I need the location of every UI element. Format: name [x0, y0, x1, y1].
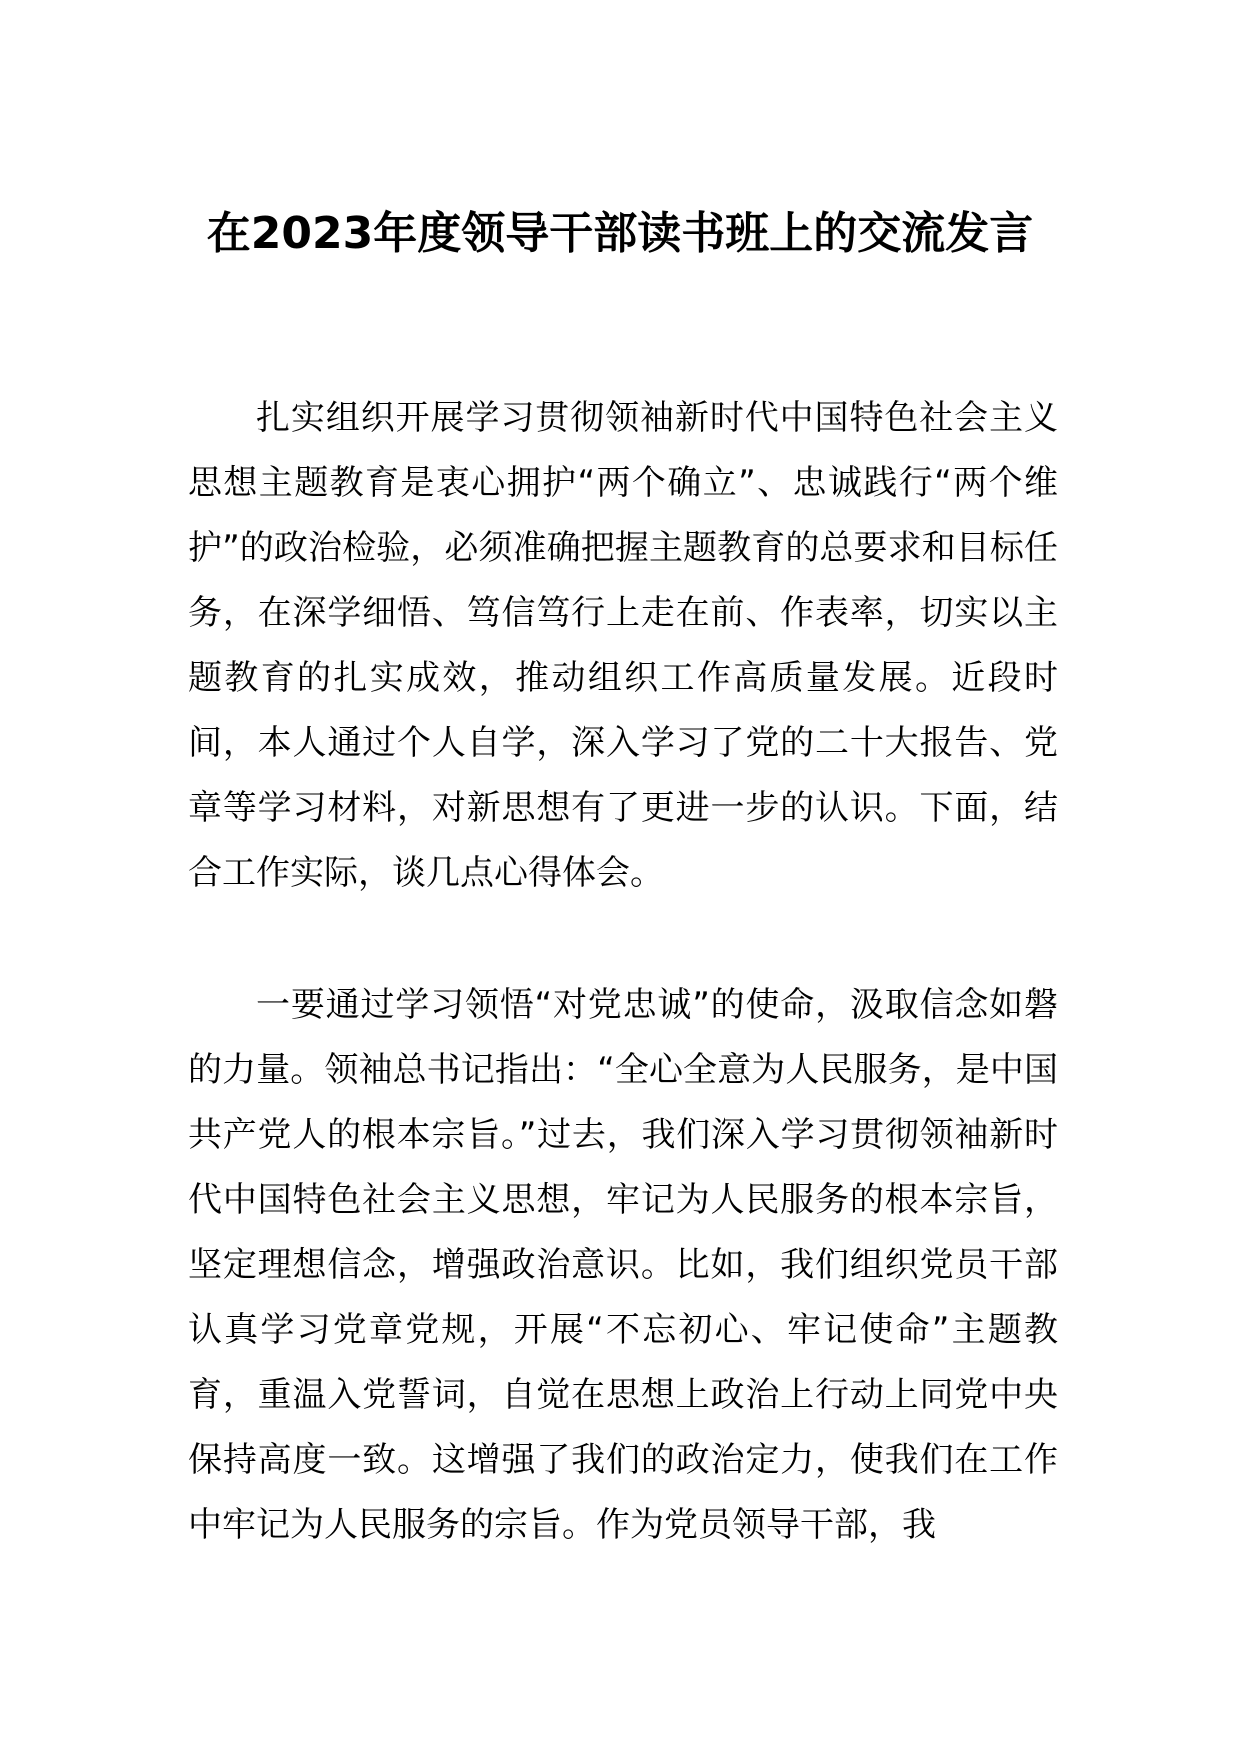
document-title: 在2023年度领导干部读书班上的交流发言: [206, 208, 1034, 259]
paragraph-point-one: 一要通过学习领悟“对党忠诚”的使命，汲取信念如磐的力量。领袖总书记指出：“全心全意为人民服务，是中国共产党人的根本宗旨。”过去，我们深入学习贯彻领袖新时代中国特色社会主义思想，牢记为人民服务的根本宗旨，坚定理想信念，增强政治意识。比如，我们组织党员干部认真学习党章党规，开展“不忘初心、牢记使命”主题教育，重温入党誓词，自觉在思想上政治上行动上同党中央保持高度一致。这增强了我们的政治定力，使我们在工作中牢记为人民服务的宗旨。作为党员领导干部，我: [188, 985, 1058, 1545]
paragraph-intro: 扎实组织开展学习贯彻领袖新时代中国特色社会主义思想主题教育是衷心拥护“两个确立”、忠诚践行“两个维护”的政治检验，必须准确把握主题教育的总要求和目标任务，在深学细悟、笃信笃行上走在前、作表率，切实以主题教育的扎实成效，推动组织工作高质量发展。近段时间，本人通过个人自学，深入学习了党的二十大报告、党章等学习材料，对新思想有了更进一步的认识。下面，结合工作实际，谈几点心得体会。: [188, 398, 1058, 893]
